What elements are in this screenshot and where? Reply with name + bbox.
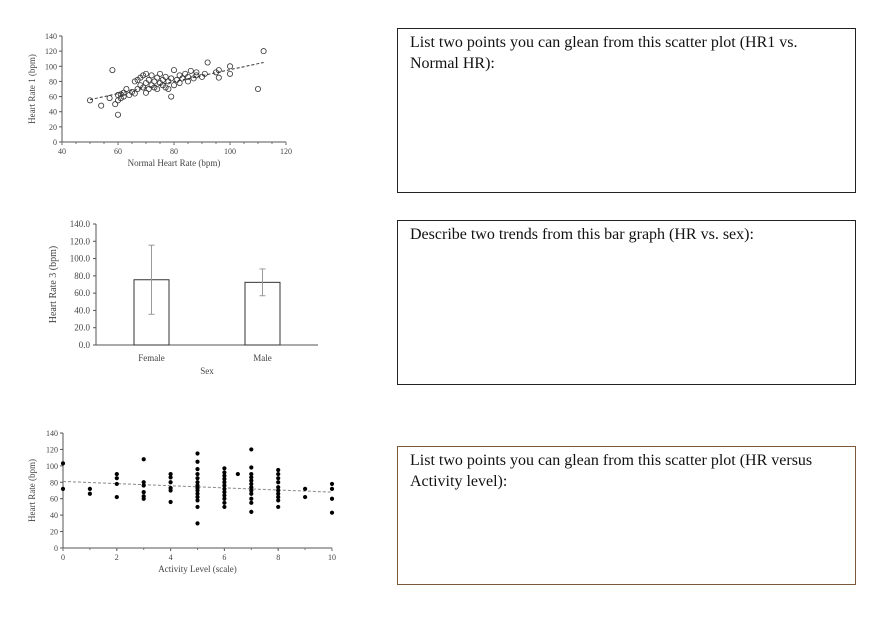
y-tick-label: 120	[45, 47, 57, 57]
category-label: Male	[253, 353, 272, 363]
y-tick-label: 140	[45, 32, 57, 41]
data-point	[222, 505, 226, 509]
y-tick-label: 80.0	[74, 270, 90, 281]
data-point	[155, 75, 160, 80]
data-point	[115, 495, 119, 499]
prompt-text-1: List two points you can glean from this scatter plot (HR1 vs. Normal HR):	[410, 34, 798, 72]
data-point	[169, 480, 173, 484]
data-point	[330, 487, 334, 491]
data-point	[88, 487, 92, 491]
data-point	[195, 476, 199, 480]
data-point	[99, 103, 104, 108]
data-point	[216, 75, 221, 80]
x-tick-label: 80	[170, 147, 178, 156]
data-point	[61, 487, 65, 491]
x-tick-label: 0	[61, 553, 65, 562]
data-point	[249, 447, 253, 451]
data-point	[115, 482, 119, 486]
y-tick-label: 80	[50, 478, 58, 488]
data-point	[222, 501, 226, 505]
data-point	[222, 497, 226, 501]
data-point	[115, 112, 120, 117]
data-point	[276, 476, 280, 480]
data-point	[276, 505, 280, 509]
y-tick-label: 80	[49, 77, 57, 87]
data-point	[169, 500, 173, 504]
x-tick-label: 100	[224, 147, 236, 156]
data-point	[261, 49, 266, 54]
data-point	[276, 480, 280, 484]
data-point	[142, 497, 146, 501]
data-point	[88, 492, 92, 496]
data-point	[276, 472, 280, 476]
y-tick-label: 140	[46, 429, 58, 438]
data-point	[124, 86, 129, 91]
y-tick-label: 60	[49, 92, 57, 102]
category-label: Female	[138, 353, 165, 363]
data-point	[107, 95, 112, 100]
data-point	[202, 71, 207, 76]
data-point	[236, 472, 240, 476]
data-point	[227, 71, 232, 76]
data-point	[152, 79, 157, 84]
data-point	[115, 476, 119, 480]
data-point	[195, 498, 199, 502]
data-point	[195, 467, 199, 471]
data-point	[249, 510, 253, 514]
y-axis-title: Heart Rate (bpm)	[27, 459, 37, 522]
data-point	[143, 80, 148, 85]
data-point	[330, 511, 334, 515]
answer-box-3[interactable]	[397, 446, 856, 585]
data-point	[113, 102, 118, 107]
y-tick-label: 20.0	[74, 322, 90, 333]
data-point	[143, 90, 148, 95]
data-point	[195, 521, 199, 525]
x-tick-label: 60	[114, 147, 122, 156]
scatter-chart-hr1-vs-normal	[0, 22, 390, 182]
answer-box-2[interactable]	[397, 220, 856, 385]
data-point	[255, 86, 260, 91]
data-point	[142, 490, 146, 494]
data-point	[199, 74, 204, 79]
data-point	[188, 68, 193, 73]
x-tick-label: 120	[280, 147, 292, 156]
data-point	[177, 73, 182, 78]
y-tick-label: 60.0	[74, 288, 90, 299]
y-tick-label: 40	[50, 511, 58, 521]
data-point	[169, 475, 173, 479]
data-point	[330, 482, 334, 486]
x-axis-title: Normal Heart Rate (bpm)	[127, 158, 221, 168]
data-point	[303, 495, 307, 499]
data-point	[249, 497, 253, 501]
y-tick-label: 0	[54, 544, 58, 553]
data-point	[276, 468, 280, 472]
data-point	[169, 488, 173, 492]
data-point	[194, 73, 199, 78]
data-point	[183, 71, 188, 76]
data-point	[227, 64, 232, 69]
prompt-text-3: List two points you can glean from this scatter plot (HR versus Activity level):	[410, 452, 813, 490]
data-point	[142, 483, 146, 487]
y-axis-title: Heart Rate 1 (bpm)	[27, 54, 37, 124]
data-point	[249, 465, 253, 469]
y-tick-label: 100.0	[69, 253, 90, 264]
y-axis-title: Heart Rate 3 (bpm)	[48, 245, 59, 324]
data-point	[249, 501, 253, 505]
y-tick-label: 0.0	[78, 340, 90, 350]
data-point	[194, 70, 199, 75]
x-tick-label: 4	[168, 553, 173, 562]
data-point	[115, 472, 119, 476]
y-tick-label: 20	[49, 122, 57, 132]
data-point	[157, 71, 162, 76]
data-point	[169, 76, 174, 81]
x-tick-label: 2	[114, 553, 119, 562]
y-tick-label: 60	[50, 494, 58, 504]
y-tick-label: 40.0	[74, 305, 90, 316]
data-point	[87, 98, 92, 103]
y-tick-label: 0	[53, 138, 57, 147]
data-point	[191, 76, 196, 81]
data-point	[127, 92, 132, 97]
x-tick-label: 8	[276, 553, 281, 562]
data-point	[169, 94, 174, 99]
data-point	[142, 457, 146, 461]
x-tick-label: 10	[328, 553, 336, 562]
data-point	[205, 60, 210, 65]
data-point	[330, 497, 334, 501]
y-tick-label: 40	[49, 107, 57, 117]
data-point	[195, 505, 199, 509]
x-tick-label: 40	[58, 147, 66, 156]
y-tick-label: 120	[46, 445, 58, 455]
scatter-chart-hr-vs-activity	[0, 420, 390, 590]
x-tick-label: 6	[222, 553, 227, 562]
answer-box-1[interactable]	[397, 28, 856, 193]
data-point	[195, 460, 199, 464]
data-point	[149, 73, 154, 78]
data-point	[249, 492, 253, 496]
data-point	[195, 451, 199, 455]
y-tick-label: 100	[46, 461, 58, 471]
data-point	[160, 77, 165, 82]
x-axis-title: Activity Level (scale)	[158, 564, 237, 574]
prompt-text-2: Describe two trends from this bar graph (HR vs. sex):	[410, 226, 754, 243]
x-axis-title: Sex	[200, 366, 214, 376]
data-point	[276, 498, 280, 502]
data-point	[171, 67, 176, 72]
data-point	[195, 472, 199, 476]
data-point	[303, 487, 307, 491]
y-tick-label: 100	[45, 62, 57, 72]
cropped-text-strip	[0, 0, 872, 3]
y-tick-label: 140.0	[69, 219, 90, 229]
y-tick-label: 120.0	[69, 236, 90, 247]
data-point	[171, 83, 176, 88]
bar-chart-hr-vs-sex	[0, 212, 390, 392]
data-point	[61, 461, 65, 465]
data-point	[110, 67, 115, 72]
data-point	[222, 466, 226, 470]
y-tick-label: 20	[50, 527, 58, 537]
